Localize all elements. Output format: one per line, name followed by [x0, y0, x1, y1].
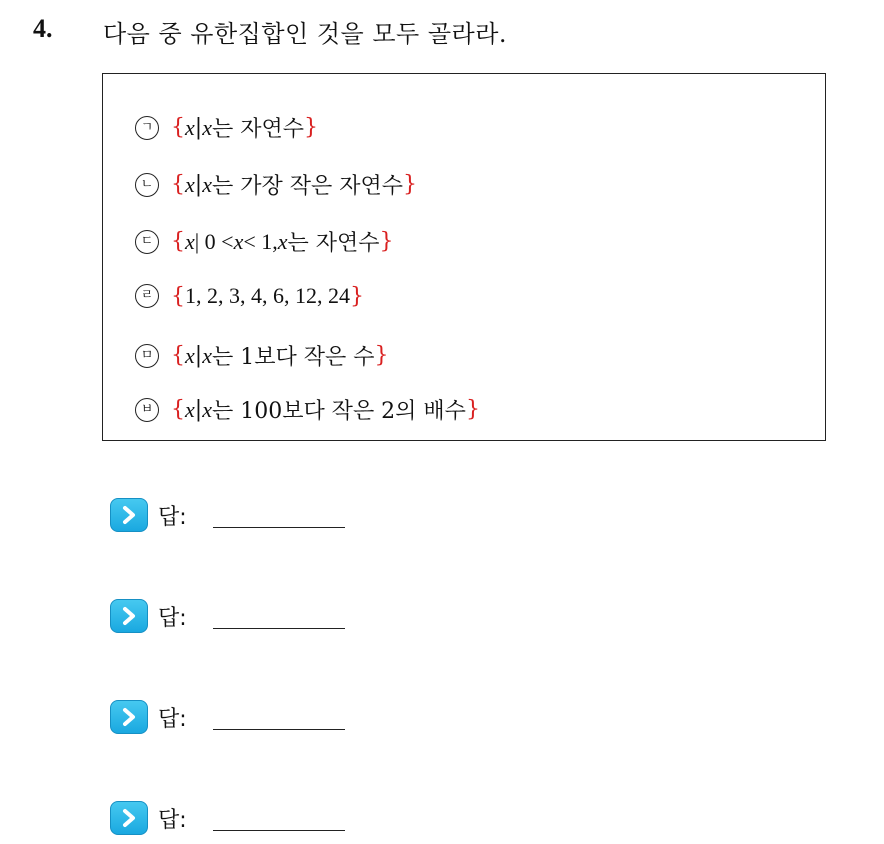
variable: x [185, 171, 195, 197]
option-marker: ㄱ [135, 116, 159, 140]
options-box [102, 73, 826, 441]
set-bar: | [194, 343, 203, 368]
condition-text: < 1, [243, 228, 278, 254]
answer-label: 답: [158, 807, 187, 833]
chevron-right-icon[interactable] [110, 599, 148, 633]
option-marker: ㄹ [135, 284, 159, 308]
close-brace: } [465, 397, 480, 422]
option-2 [135, 169, 417, 200]
variable: x [185, 396, 195, 422]
variable: x [185, 228, 195, 254]
variable: x [233, 228, 244, 254]
variable: x [185, 342, 195, 368]
set-bar: | [194, 172, 203, 197]
open-brace: { [171, 283, 185, 309]
set-elements: 1, 2, 3, 4, 6, 12, 24 [185, 283, 350, 308]
set-bar: | 0 < [194, 228, 234, 254]
close-brace: } [402, 172, 417, 197]
answer-row-2 [110, 599, 187, 633]
open-brace: { [171, 172, 185, 197]
set-bar: | [194, 115, 203, 140]
answer-blank[interactable] [213, 729, 345, 730]
open-brace: { [171, 397, 185, 422]
option-marker: ㄷ [135, 230, 159, 254]
chevron-right-icon[interactable] [110, 700, 148, 734]
option-3 [135, 226, 394, 257]
close-brace: } [374, 343, 389, 368]
question-number: 4. [33, 14, 53, 43]
answer-blank[interactable] [213, 628, 345, 629]
close-brace: } [350, 283, 364, 309]
option-marker: ㄴ [135, 173, 159, 197]
answer-row-1 [110, 498, 187, 532]
option-6 [135, 394, 480, 425]
variable: x [202, 342, 212, 368]
condition-text: 는 자연수 [287, 231, 380, 256]
open-brace: { [171, 229, 185, 254]
variable: x [277, 228, 288, 254]
variable: x [202, 114, 212, 140]
condition-text: 는 자연수 [211, 117, 304, 142]
answer-label: 답: [158, 706, 187, 732]
variable: x [202, 171, 212, 197]
open-brace: { [171, 115, 185, 140]
option-1 [135, 112, 318, 143]
option-4 [135, 283, 364, 309]
chevron-right-icon[interactable] [110, 801, 148, 835]
answer-row-4 [110, 801, 187, 835]
variable: x [202, 396, 212, 422]
answer-row-3 [110, 700, 187, 734]
set-bar: | [194, 397, 203, 422]
close-brace: } [379, 229, 394, 254]
answer-blank[interactable] [213, 830, 345, 831]
question-text: 다음 중 유한집합인 것을 모두 골라라. [103, 20, 508, 48]
option-marker: ㅁ [135, 344, 159, 368]
close-brace: } [303, 115, 318, 140]
option-marker: ㅂ [135, 398, 159, 422]
chevron-right-icon[interactable] [110, 498, 148, 532]
condition-text: 는 1보다 작은 수 [211, 345, 375, 370]
option-5 [135, 340, 388, 371]
condition-text: 는 가장 작은 자연수 [211, 174, 403, 199]
open-brace: { [171, 343, 185, 368]
answer-label: 답: [158, 605, 187, 631]
answer-label: 답: [158, 504, 187, 530]
answer-blank[interactable] [213, 527, 345, 528]
variable: x [185, 114, 195, 140]
condition-text: 는 100보다 작은 2의 배수 [211, 399, 466, 424]
